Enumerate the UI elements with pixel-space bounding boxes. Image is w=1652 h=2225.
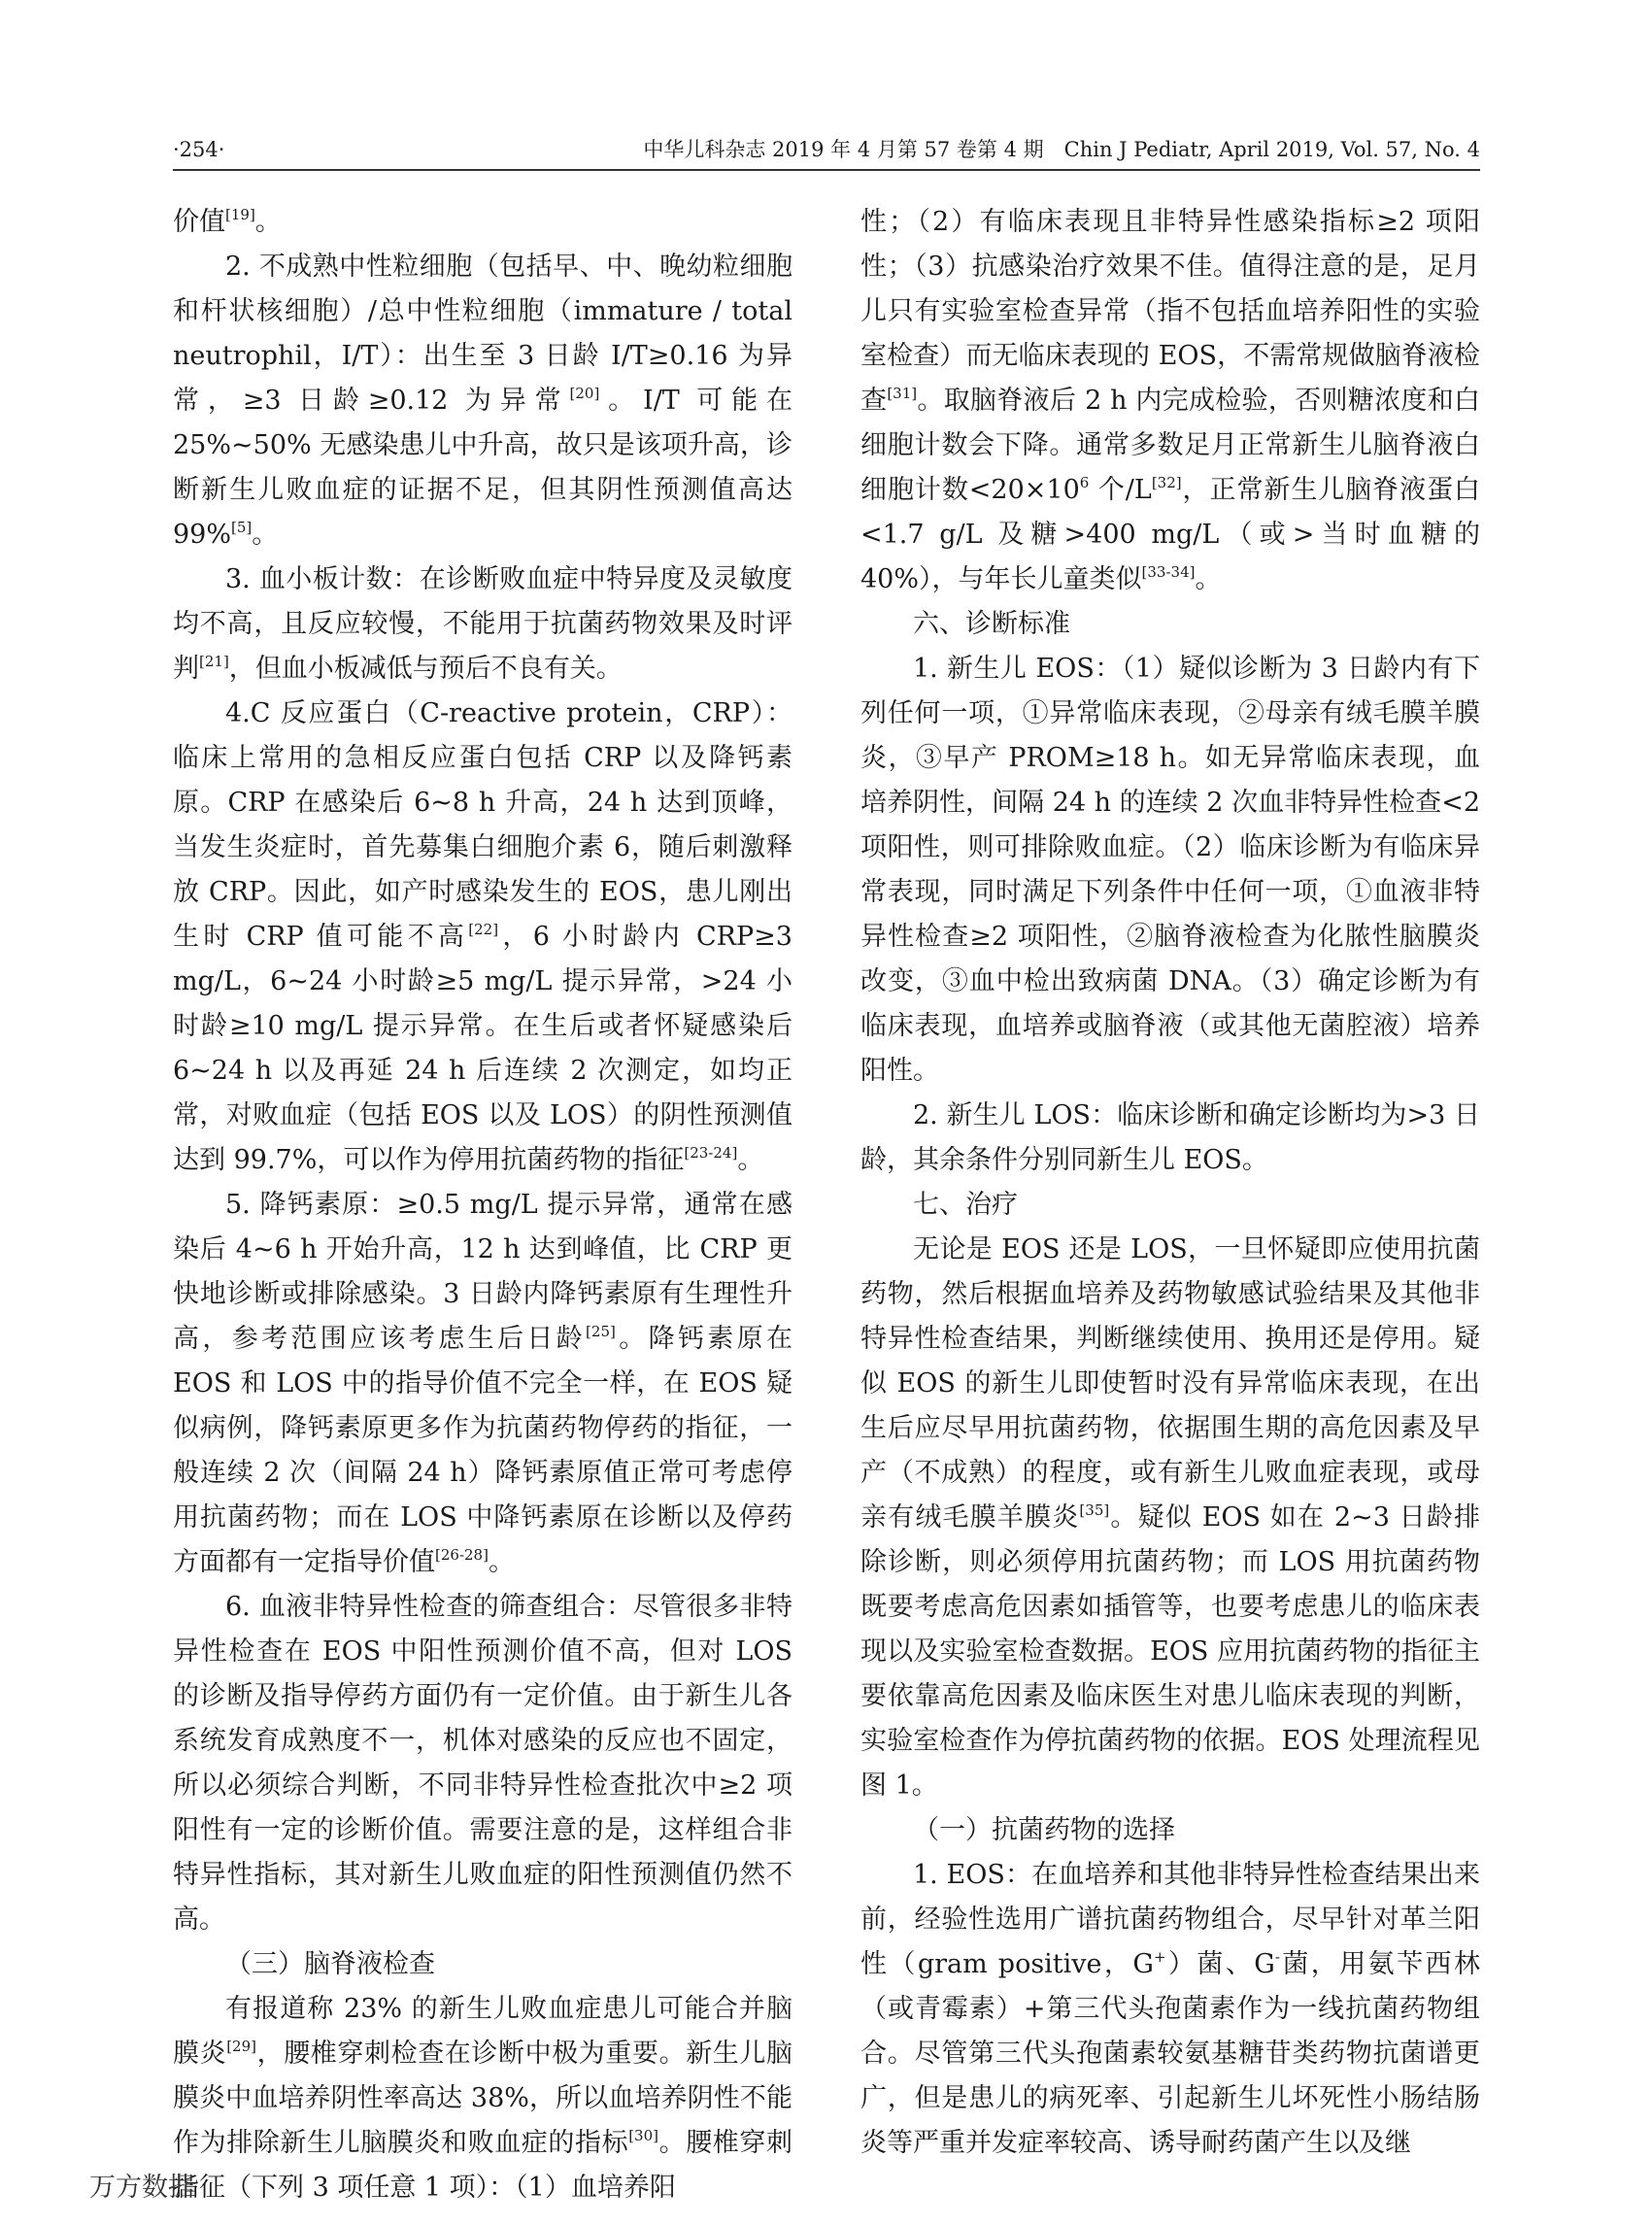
- text-run: 价值: [173, 207, 225, 237]
- page-number: ·254·: [173, 138, 225, 161]
- text-run: 。: [1195, 564, 1222, 594]
- paragraph: [173, 1987, 792, 2210]
- citation-superscript: -: [1274, 1948, 1280, 1966]
- citation-superscript: +: [1153, 1948, 1166, 1966]
- paragraph: [860, 1228, 1480, 1808]
- text-run: 六、诊断标准: [913, 609, 1070, 639]
- text-run: ）菌、G: [1165, 1949, 1275, 1979]
- text-run: 。: [252, 520, 279, 550]
- citation-superscript: [21]: [199, 653, 229, 670]
- paragraph: [173, 557, 792, 691]
- text-run: 。I/T 可能在 25%~50% 无感染患儿中升高，故只是该项升高，诊断新生儿败血症的证据不足，但其阴性预测值高达 99%: [173, 386, 792, 550]
- text-run: （三）脑脊液检查: [225, 1949, 435, 1979]
- paragraph: [173, 1183, 792, 1585]
- text-run: 5. 降钙素原：≥0.5 mg/L 提示异常，通常在感染后 4~6 h 开始升高，12 h 达到峰值，比 CRP 更快地诊断或排除感染。3 日龄内降钙素原有生理性升高，参考范围应该考虑生后日龄: [173, 1190, 792, 1354]
- text-run: 菌，用氨苄西林（或青霉素）+第三代头孢菌素作为一线抗菌药物组合。尽管第三代头孢菌素较氨基糖苷类药物抗菌谱更广，但是患儿的病死率、引起新生儿坏死性小肠结肠炎等严重并发症率较高、诱导耐药菌产生以及继: [860, 1949, 1480, 2158]
- citation-superscript: [22]: [468, 921, 499, 938]
- text-run: 。: [254, 207, 282, 237]
- citation-superscript: [23-24]: [684, 1144, 738, 1162]
- text-run: 。疑似 EOS 如在 2~3 日龄排除诊断，则必须停用抗菌药物；而 LOS 用抗菌药物既要考虑高危因素如插管等，也要考虑患儿的临床表现以及实验室检查数据。EOS 应用抗菌药物的指征主要依靠高危因素及临床医生对患儿临床表现的判断，实验室检查作为停抗菌药物的依据。EOS 处理流程见图 1。: [860, 1502, 1480, 1801]
- citation-superscript: 6: [1079, 474, 1090, 491]
- text-run: 有报道称 23% 的新生儿败血症患儿可能合并脑膜炎: [173, 1994, 792, 2069]
- section-heading: [860, 602, 1480, 647]
- text-run: ，腰椎穿刺检查在诊断中极为重要。新生儿脑膜炎中血培养阴性率高达 38%，所以血培养阴性不能作为排除新生儿脑膜炎和败血症的指标: [173, 2039, 793, 2158]
- text-run: ，正常新生儿脑脊液蛋白<1.7 g/L 及糖>400 mg/L（或>当时血糖的 40%），与年长儿童类似: [860, 475, 1481, 594]
- text-run: 2. 不成熟中性粒细胞（包括早、中、晚幼粒细胞和杆状核细胞）/总中性粒细胞（immature / total neutrophil，I/T）：出生至 3 日龄 I/T≥0.16 为异常，≥3 日龄≥0.12 为异常: [173, 252, 792, 416]
- right-column: [860, 200, 1480, 2166]
- text-run: （一）抗菌药物的选择: [913, 1815, 1175, 1845]
- paragraph: [173, 1585, 792, 1942]
- paragraph: [860, 1094, 1480, 1183]
- text-run: 4.C 反应蛋白（C-reactive protein，CRP）：临床上常用的急相反应蛋白包括 CRP 以及降钙素原。CRP 在感染后 6~8 h 升高，24 h 达到顶峰，当发生炎症时，首先募集白细胞介素 6，随后刺激释放 CRP。因此，如产时感染发生的 EOS，患儿刚出生时 CRP 值可能不高: [173, 698, 792, 952]
- paragraph: [860, 1853, 1480, 2166]
- text-run: 。: [488, 1547, 515, 1577]
- paragraph: [860, 647, 1480, 1094]
- left-column: [173, 200, 792, 2210]
- text-run: 无论是 EOS 还是 LOS，一旦怀疑即应使用抗菌药物，然后根据血培养及药物敏感试验结果及其他非特异性检查结果，判断继续使用、换用还是停用。疑似 EOS 的新生儿即使暂时没有异常临床表现，在出生后应尽早用抗菌药物，依据围生期的高危因素及早产（不成熟）的程度，或有新生儿败血症表现，或母亲有绒毛膜羊膜炎: [860, 1234, 1480, 1533]
- paragraph: [173, 200, 792, 245]
- text-run: 。: [737, 1145, 764, 1175]
- text-run: 2. 新生儿 LOS：临床诊断和确定诊断均为>3 日龄，其余条件分别同新生儿 EOS。: [860, 1100, 1480, 1175]
- citation-superscript: [32]: [1151, 474, 1182, 491]
- section-heading: [173, 1942, 792, 1987]
- text-run: 性；（2）有临床表现且非特异性感染指标≥2 项阳性；（3）抗感染治疗效果不佳。值得注意的是，足月儿只有实验室检查异常（指不包括血培养阳性的实验室检查）而无临床表现的 EOS，不需常规做脑脊液检查: [860, 207, 1480, 416]
- citation-superscript: [31]: [887, 385, 918, 402]
- paragraph: [173, 245, 792, 557]
- text-run: 6. 血液非特异性检查的筛查组合：尽管很多非特异性检查在 EOS 中阳性预测价值不高，但对 LOS 的诊断及指导停药方面仍有一定价值。由于新生儿各系统发育成熟度不一，机体对感染的反应也不固定，所以必须综合判断，不同非特异性检查批次中≥2 项阳性有一定的诊断价值。需要注意的是，这样组合非特异性指标，其对新生儿败血症的阳性预测值仍然不高。: [173, 1592, 792, 1935]
- citation-superscript: [25]: [586, 1323, 616, 1340]
- text-run: 个/L: [1089, 475, 1152, 505]
- text-run: 3. 血小板计数：在诊断败血症中特异度及灵敏度均不高，且反应较慢，不能用于抗菌药物效果及时评判: [173, 564, 792, 684]
- text-run: ，但血小板减低与预后不良有关。: [228, 654, 623, 684]
- paragraph: [860, 200, 1480, 602]
- text-run: ，6 小时龄内 CRP≥3 mg/L，6~24 小时龄≥5 mg/L 提示异常，>24 小时龄≥10 mg/L 提示异常。在生后或者怀疑感染后 6~24 h 以及再延 24 h 后连续 2 次测定，如均正常，对败血症（包括 EOS 以及 LOS）的阴性预测值达到 99.7%，可以作为停用抗菌药物的指征: [173, 922, 792, 1175]
- running-header: [173, 136, 1480, 171]
- text-run: 1. 新生儿 EOS：（1）疑似诊断为 3 日龄内有下列任何一项，①异常临床表现，②母亲有绒毛膜羊膜炎，③早产 PROM≥18 h。如无异常临床表现，血培养阴性，间隔 24 h 的连续 2 次血非特异性检查<2 项阳性，则可排除败血症。（2）临床诊断为有临床异常表现，同时满足下列条件中任何一项，①血液非特异性检查≥2 项阳性，②脑脊液检查为化脓性脑膜炎改变，③血中检出致病菌 DNA。（3）确定诊断为有临床表现，血培养或脑脊液（或其他无菌腔液）培养阳性。: [860, 654, 1480, 1086]
- citation-superscript: [20]: [569, 385, 600, 402]
- journal-citation: 中华儿科杂志 2019 年 4 月第 57 卷第 4 期 Chin J Pediatr, April 2019, Vol. 57, No. 4: [643, 138, 1480, 161]
- text-run: 。降钙素原在 EOS 和 LOS 中的指导价值不完全一样，在 EOS 疑似病例，降钙素原更多作为抗菌药物停药的指征，一般连续 2 次（间隔 24 h）降钙素原值正常可考虑停用抗菌药物；而在 LOS 中降钙素原在诊断以及停药方面都有一定指导价值: [173, 1324, 793, 1577]
- text-run: 。腰椎穿刺指征（下列 3 项任意 1 项）：（1）血培养阳: [173, 2128, 793, 2203]
- citation-superscript: [29]: [226, 2038, 256, 2055]
- citation-superscript: [19]: [225, 206, 255, 223]
- text-run: 1. EOS：在血培养和其他非特异性检查结果出来前，经验性选用广谱抗菌药物组合，尽早针对革兰阳性（gram positive，G: [860, 1860, 1480, 1979]
- citation-superscript: [35]: [1079, 1501, 1110, 1519]
- text-run: 。取脑脊液后 2 h 内完成检验，否则糖浓度和白细胞计数会下降。通常多数足月正常新生儿脑脊液白细胞计数<20×10: [860, 386, 1480, 505]
- citation-superscript: [33-34]: [1141, 563, 1196, 581]
- citation-superscript: [26-28]: [435, 1546, 489, 1564]
- footer-watermark: 万方数据: [89, 2173, 194, 2203]
- section-heading: [860, 1808, 1480, 1853]
- citation-superscript: [5]: [231, 519, 253, 536]
- text-run: 七、治疗: [913, 1190, 1018, 1220]
- section-heading: [860, 1183, 1480, 1228]
- citation-superscript: [30]: [628, 2127, 658, 2144]
- paragraph: [173, 691, 792, 1183]
